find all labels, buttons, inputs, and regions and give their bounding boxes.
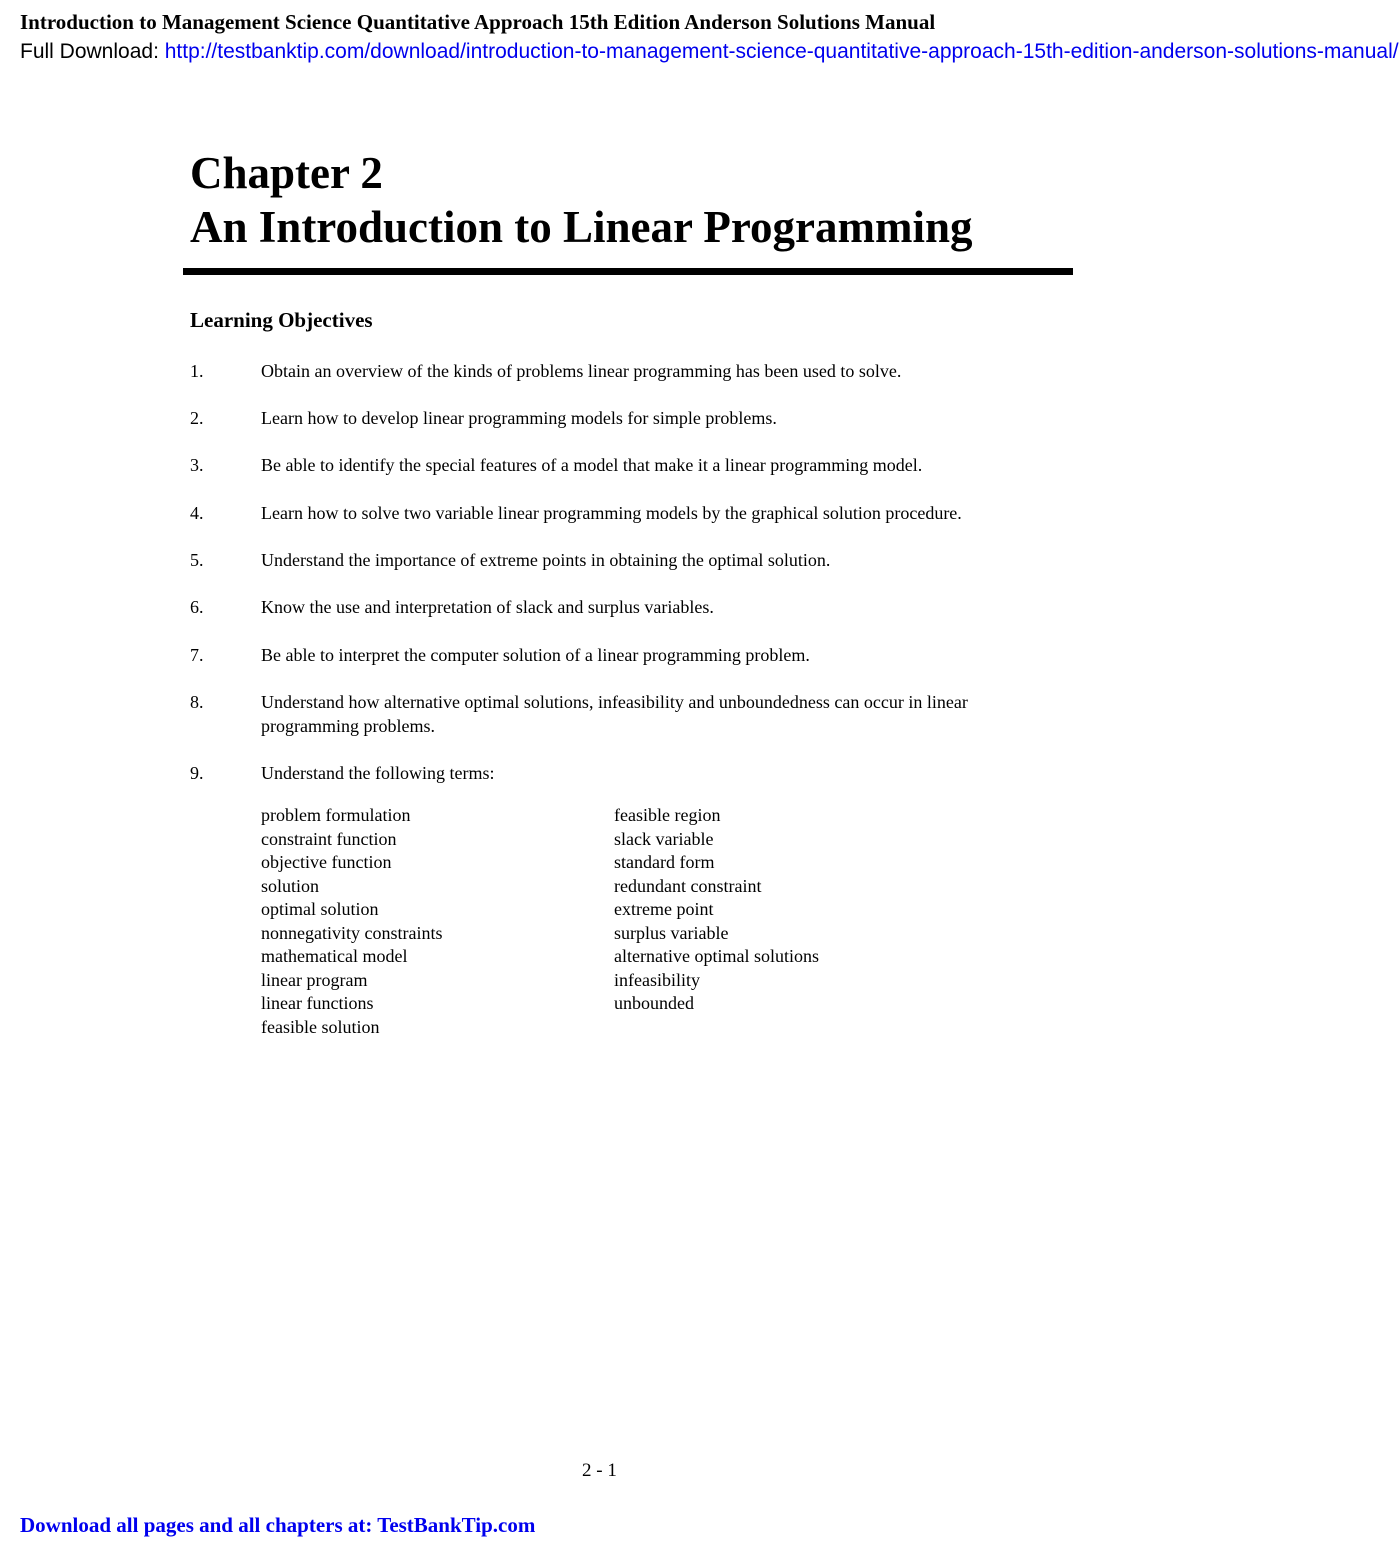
term-item: nonnegativity constraints: [261, 922, 443, 943]
objective-text: Know the use and interpretation of slack and surplus variables.: [261, 597, 714, 617]
term-item: problem formulation: [261, 805, 411, 825]
chapter-number: Chapter 2: [190, 148, 383, 198]
objective-text: Be able to interpret the computer solution of a linear programming problem.: [261, 645, 810, 665]
objective-item: [190, 690, 1050, 738]
chapter-title: An Introduction to Linear Programming: [190, 202, 973, 252]
objective-number: 2.: [190, 408, 204, 428]
term-item: unbounded: [614, 993, 694, 1013]
download-label: Full Download:: [20, 40, 165, 63]
objective-item: [190, 453, 1050, 477]
term-item: linear functions: [261, 993, 374, 1013]
heading-rule: [183, 268, 1073, 275]
objective-number: 8.: [190, 692, 204, 712]
objective-number: 1.: [190, 361, 204, 381]
term-item: feasible solution: [261, 1016, 380, 1037]
objective-text: Obtain an overview of the kinds of problems linear programming has been used to solve.: [261, 361, 902, 381]
objective-item: [190, 406, 1050, 430]
download-link[interactable]: http://testbanktip.com/download/introduction-to-management-science-quantitative-approach-15th-edition-anderson-solutions-manual/: [164, 40, 1399, 63]
objective-number: 7.: [190, 645, 204, 665]
term-item: constraint function: [261, 828, 397, 849]
objectives-list: [190, 359, 1050, 785]
objective-item: [190, 643, 1050, 667]
objective-number: 6.: [190, 597, 204, 617]
objective-number: 4.: [190, 503, 204, 523]
term-item: extreme point: [614, 899, 714, 919]
objective-text: Learn how to solve two variable linear programming models by the graphical solution procedure.: [261, 503, 962, 523]
objective-item: [190, 548, 1050, 572]
objective-number: 5.: [190, 550, 204, 570]
document-header-title: Introduction to Management Science Quantitative Approach 15th Edition Anderson Solutions Manual: [20, 10, 936, 34]
term-item: solution: [261, 875, 320, 896]
download-line: [20, 40, 1399, 64]
terms-list-right: [614, 804, 819, 1016]
term-item: optimal solution: [261, 899, 379, 919]
chapter-heading: [190, 146, 973, 254]
term-item: linear program: [261, 969, 368, 990]
objective-text: Understand the following terms:: [261, 763, 495, 783]
objective-text: Understand how alternative optimal solutions, infeasibility and unboundedness can occur in linear programming problems.: [261, 692, 968, 736]
objective-text: Learn how to develop linear programming models for simple problems.: [261, 408, 777, 428]
objective-item: [190, 501, 1050, 525]
terms-list-left: [261, 804, 442, 1039]
page-number: 2 - 1: [582, 1460, 617, 1481]
objective-number: 3.: [190, 455, 204, 475]
term-item: slack variable: [614, 828, 714, 849]
objective-number: 9.: [190, 763, 204, 783]
term-item: alternative optimal solutions: [614, 946, 819, 966]
objective-text: Understand the importance of extreme points in obtaining the optimal solution.: [261, 550, 831, 570]
learning-objectives-heading: Learning Objectives: [190, 308, 373, 332]
objective-item: [190, 359, 1050, 383]
term-item: feasible region: [614, 805, 721, 825]
objective-text: Be able to identify the special features of a model that make it a linear programming model.: [261, 455, 923, 475]
term-item: infeasibility: [614, 969, 700, 990]
term-item: mathematical model: [261, 946, 408, 966]
footer-download-text[interactable]: Download all pages and all chapters at: TestBankTip.com: [20, 1513, 536, 1537]
objective-item: [190, 761, 1050, 785]
objective-item: [190, 595, 1050, 619]
term-item: redundant constraint: [614, 875, 762, 896]
term-item: standard form: [614, 852, 715, 872]
term-item: surplus variable: [614, 922, 729, 943]
term-item: objective function: [261, 852, 392, 872]
